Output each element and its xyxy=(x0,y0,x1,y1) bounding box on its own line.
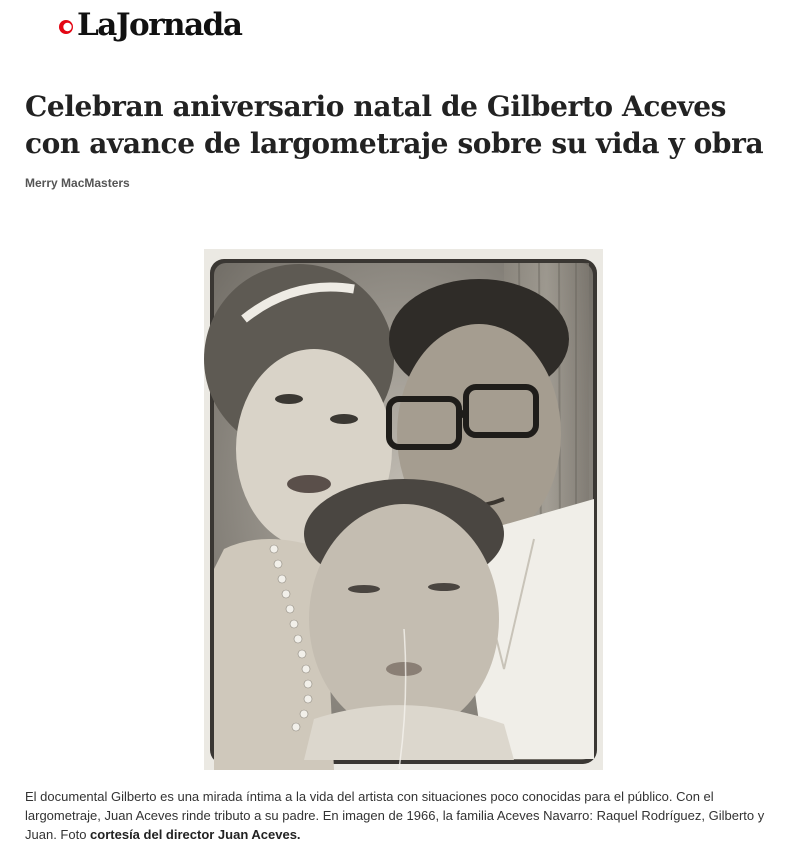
photo-credit: cortesía del director Juan Aceves. xyxy=(90,827,301,842)
photo-caption xyxy=(25,787,785,844)
photo-caption-text: El documental Gilberto es una mirada íntima a la vida del artista con situaciones poco conocidas para el público. Con el largometraje, Juan Aceves rinde tributo a su padre. En imagen de 1966, la familia Aceves Navarro: Raquel Rodríguez, Gilberto y Juan. Foto xyxy=(25,789,765,842)
site-logo[interactable] xyxy=(58,4,241,46)
logo-mark-icon xyxy=(58,19,74,35)
logo-text: LaJornada xyxy=(77,6,242,43)
article-headline: Celebran aniversario natal de Gilberto Aceves con avance de largometraje sobre su vida y obra xyxy=(25,90,764,160)
photograph-icon xyxy=(204,249,603,770)
article-photo[interactable] xyxy=(204,249,603,770)
article-author[interactable]: Merry MacMasters xyxy=(25,176,130,190)
